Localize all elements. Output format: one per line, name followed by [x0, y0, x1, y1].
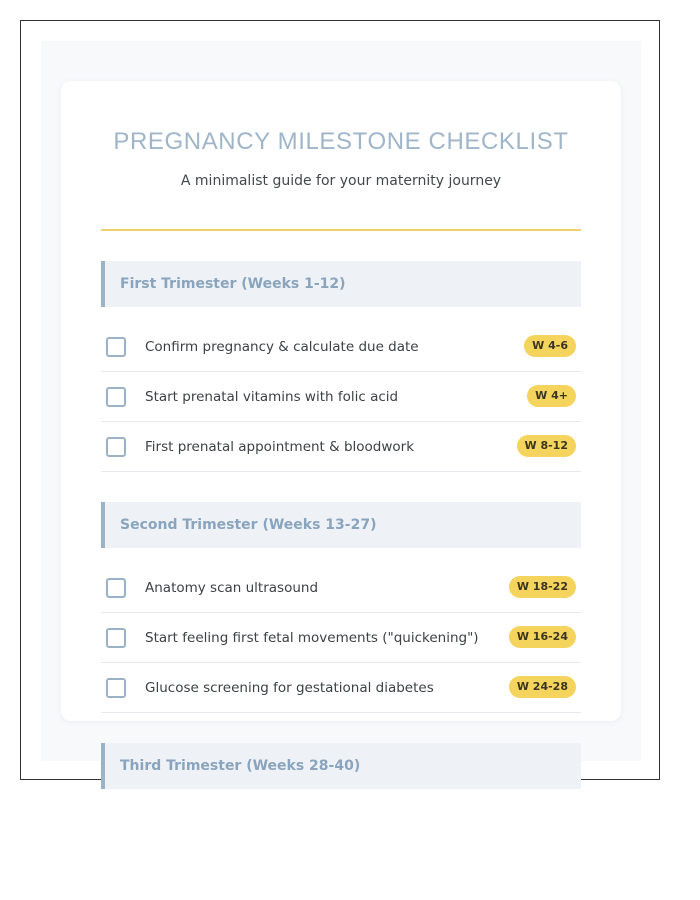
milestone-checkbox[interactable]: [106, 387, 126, 407]
week-badge: W 24-28: [509, 676, 576, 698]
week-badge: W 18-22: [509, 576, 576, 598]
section-second-trimester: [101, 502, 581, 713]
milestone-item[interactable]: [101, 322, 581, 372]
milestone-list: [101, 322, 581, 472]
section-third-trimester: [101, 743, 581, 789]
week-badge: W 4+: [527, 385, 576, 407]
milestone-list: [101, 563, 581, 713]
week-badge: W 4-6: [524, 335, 576, 357]
milestone-item[interactable]: [101, 663, 581, 713]
section-title: First Trimester (Weeks 1-12): [120, 276, 346, 292]
section-title: Third Trimester (Weeks 28-40): [120, 758, 361, 774]
week-badge: W 16-24: [509, 626, 576, 648]
section-title: Second Trimester (Weeks 13-27): [120, 517, 377, 533]
milestone-checkbox[interactable]: [106, 437, 126, 457]
week-badge: W 8-12: [517, 435, 577, 457]
milestone-item[interactable]: [101, 563, 581, 613]
section-header: [101, 502, 581, 548]
section-header: [101, 743, 581, 789]
milestone-label: Glucose screening for gestational diabetes: [145, 679, 434, 696]
milestone-checkbox[interactable]: [106, 578, 126, 598]
page-title: PREGNANCY MILESTONE CHECKLIST: [113, 128, 569, 155]
checklist-content: [101, 81, 581, 789]
milestone-checkbox[interactable]: [106, 678, 126, 698]
milestone-checkbox[interactable]: [106, 628, 126, 648]
milestone-label: Start prenatal vitamins with folic acid: [145, 388, 399, 405]
page-subtitle: A minimalist guide for your maternity journey: [180, 173, 502, 189]
section-first-trimester: [101, 261, 581, 472]
milestone-item[interactable]: [101, 372, 581, 422]
section-header: [101, 261, 581, 307]
milestone-checkbox[interactable]: [106, 337, 126, 357]
milestone-label: Anatomy scan ultrasound: [145, 579, 319, 596]
milestone-item[interactable]: [101, 422, 581, 472]
milestone-label: Confirm pregnancy & calculate due date: [145, 338, 419, 355]
header-divider: [101, 229, 581, 231]
milestone-label: Start feeling first fetal movements ("quickening"): [145, 629, 479, 646]
milestone-item[interactable]: [101, 613, 581, 663]
milestone-label: First prenatal appointment & bloodwork: [145, 438, 415, 455]
